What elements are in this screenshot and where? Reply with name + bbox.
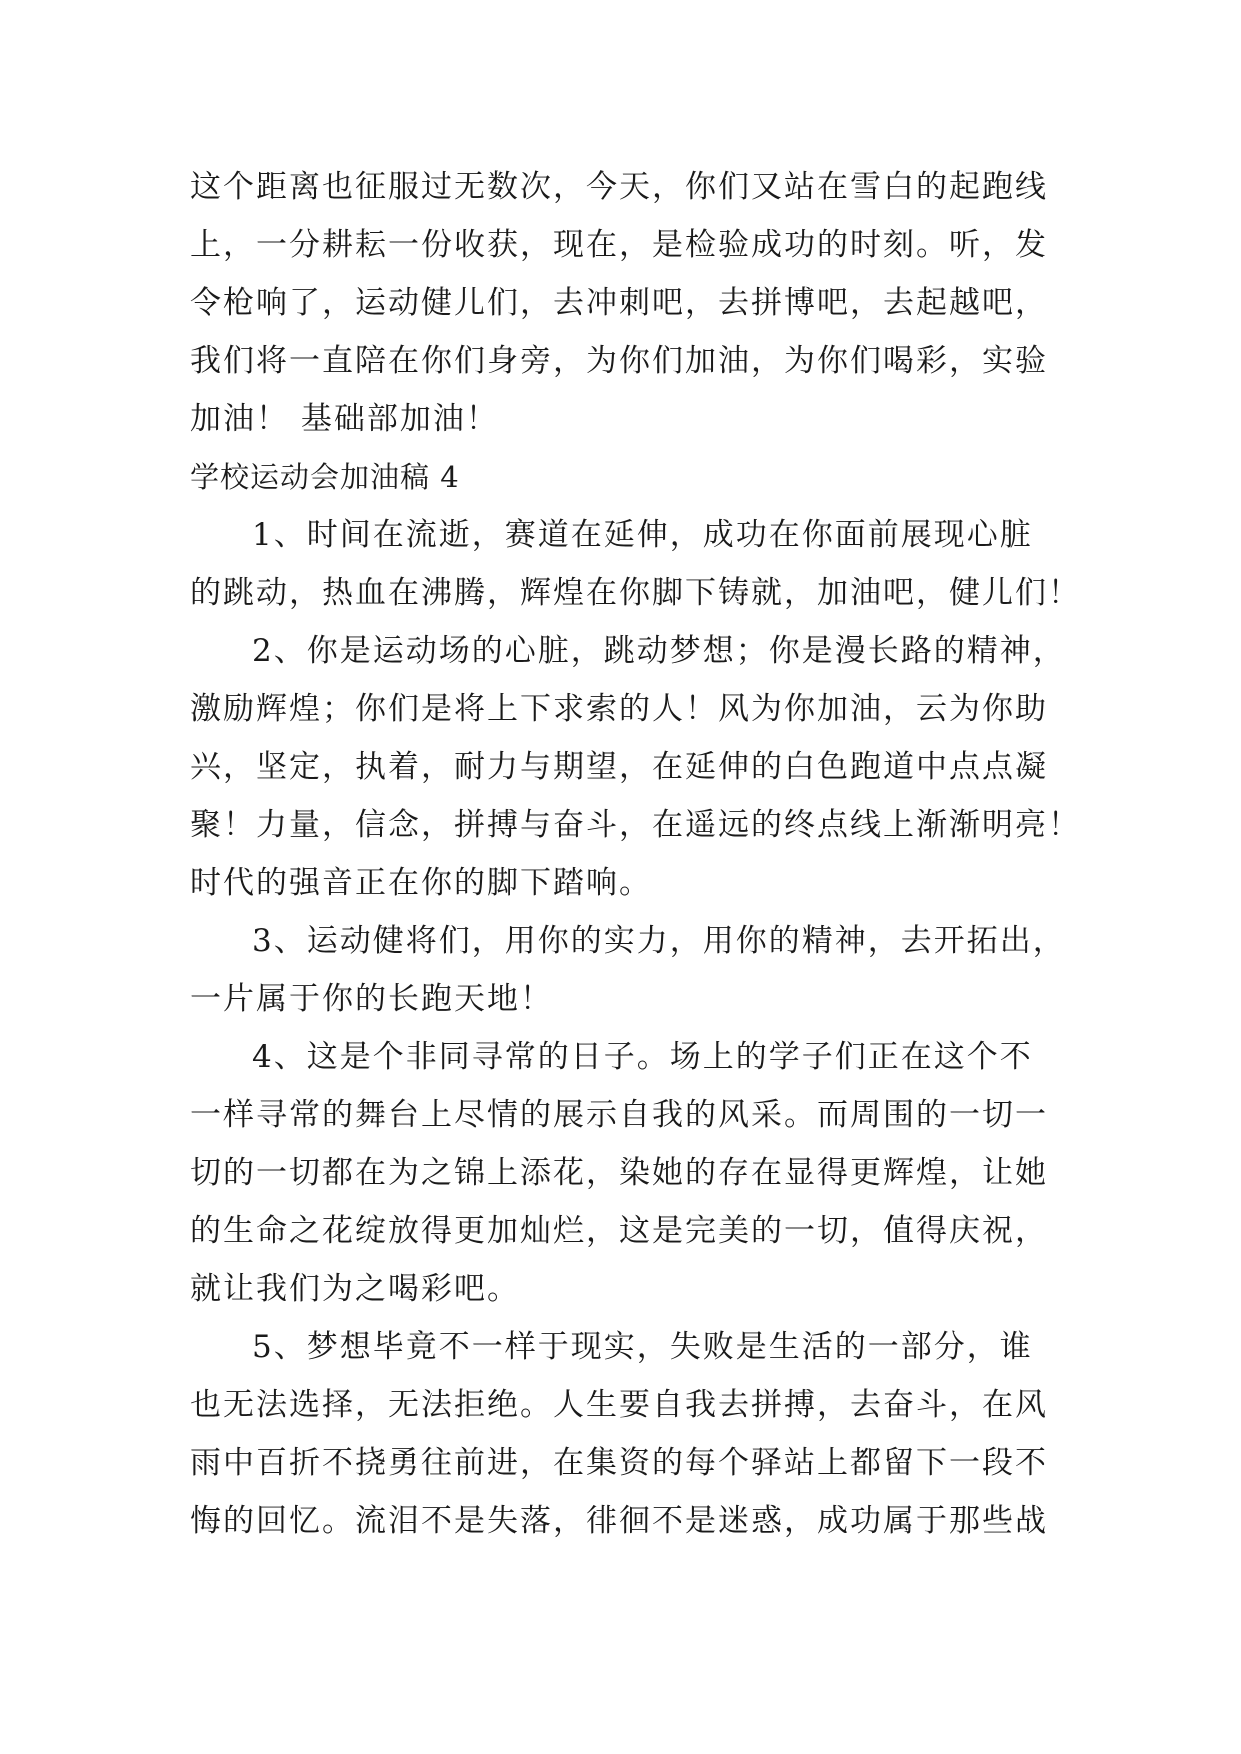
paragraph-start-1: 1、时间在流逝，赛道在延伸，成功在你面前展现心脏 xyxy=(252,517,1033,553)
text-line: 的跳动，热血在沸腾，辉煌在你脚下铸就，加油吧，健儿们！ xyxy=(190,575,1081,611)
paragraph-start-3: 3、运动健将们，用你的实力，用你的精神，去开拓出， xyxy=(252,923,1066,959)
text-line: 聚！力量，信念，拼搏与奋斗，在遥远的终点线上渐渐明亮！ xyxy=(190,807,1081,843)
text-line: 上，一分耕耘一份收获，现在，是检验成功的时刻。听，发 xyxy=(190,227,1048,263)
text-line: 兴，坚定，执着，耐力与期望，在延伸的白色跑道中点点凝 xyxy=(190,749,1048,785)
paragraph-start-2: 2、你是运动场的心脏，跳动梦想；你是漫长路的精神， xyxy=(252,633,1066,669)
text-line: 切的一切都在为之锦上添花，染她的存在显得更辉煌，让她 xyxy=(190,1155,1048,1191)
document-body xyxy=(190,158,1081,1550)
text-line: 我们将一直陪在你们身旁，为你们加油，为你们喝彩，实验 xyxy=(190,343,1048,379)
text-line: 激励辉煌；你们是将上下求索的人！风为你加油，云为你助 xyxy=(190,691,1048,727)
paragraph-start-5: 5、梦想毕竟不一样于现实，失败是生活的一部分，谁 xyxy=(252,1329,1033,1365)
text-line: 加油！ 基础部加油！ xyxy=(190,401,499,437)
text-line: 雨中百折不挠勇往前进，在集资的每个驿站上都留下一段不 xyxy=(190,1445,1048,1481)
text-line: 也无法选择，无法拒绝。人生要自我去拼搏，去奋斗，在风 xyxy=(190,1387,1048,1423)
section-heading: 学校运动会加油稿 4 xyxy=(190,460,460,494)
paragraph-start-4: 4、这是个非同寻常的日子。场上的学子们正在这个不 xyxy=(252,1039,1033,1075)
text-line: 悔的回忆。流泪不是失落，徘徊不是迷惑，成功属于那些战 xyxy=(190,1503,1048,1539)
text-line: 的生命之花绽放得更加灿烂，这是完美的一切，值得庆祝， xyxy=(190,1213,1048,1249)
text-line: 就让我们为之喝彩吧。 xyxy=(190,1271,520,1307)
text-line: 这个距离也征服过无数次，今天，你们又站在雪白的起跑线 xyxy=(190,169,1048,205)
text-line: 一样寻常的舞台上尽情的展示自我的风采。而周围的一切一 xyxy=(190,1097,1048,1133)
text-line: 令枪响了，运动健儿们，去冲刺吧，去拼博吧，去起越吧， xyxy=(190,285,1048,321)
text-line: 一片属于你的长跑天地！ xyxy=(190,981,553,1017)
text-line: 时代的强音正在你的脚下踏响。 xyxy=(190,865,652,901)
